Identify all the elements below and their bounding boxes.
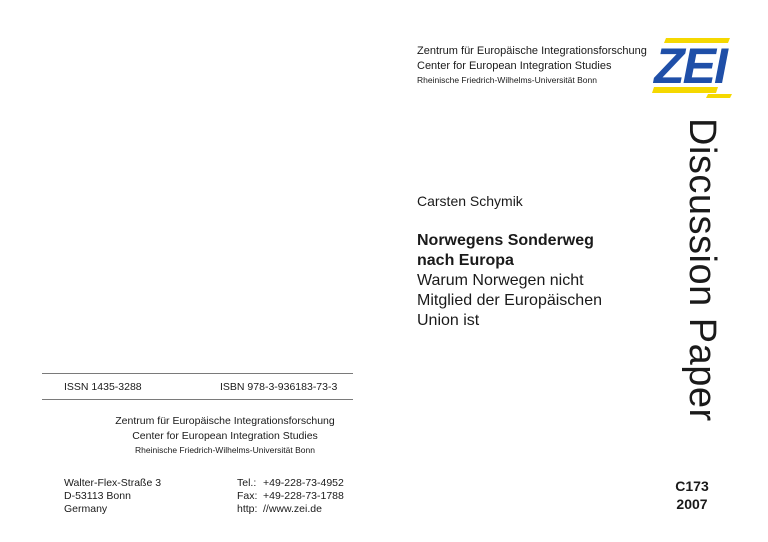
paper-number-block [667,477,717,513]
isbn: ISBN 978-3-936183-73-3 [220,381,338,393]
subtitle-line3: Union ist [417,312,480,329]
back-institute-name-en: Center for European Integration Studies [132,430,318,442]
paper-year: 2007 [676,496,708,512]
divider-bottom [42,399,353,400]
phone-label: Tel.: [237,477,257,489]
postal-address [64,477,161,516]
web-label: http: [237,503,258,515]
contact-phone [237,477,344,490]
logo-text: ZEI [654,38,726,94]
divider-top [42,373,353,374]
issn: ISSN 1435-3288 [64,381,142,393]
back-university-name: Rheinische Friedrich-Wilhelms-Universität Bonn [135,445,315,455]
zei-logo [644,32,734,98]
back-institute [0,414,450,456]
web-value: //www.zei.de [263,503,322,515]
paper-title [417,231,647,331]
title-main-line1: Norwegens Sonderweg [417,232,594,249]
title-main-line2: nach Europa [417,252,514,269]
back-institute-name-de: Zentrum für Europäische Integrationsforschung [115,415,335,427]
paper-number: C173 [675,478,709,494]
institute-name-en: Center for European Integration Studies [417,60,612,72]
contact-web [237,503,344,516]
institute-header [417,44,647,86]
address-country: Germany [64,503,108,515]
fax-value: +49-228-73-1788 [263,490,344,502]
contact-fax [237,490,344,503]
university-name: Rheinische Friedrich-Wilhelms-Universität Bonn [417,75,597,85]
institute-name-de: Zentrum für Europäische Integrationsforschung [417,45,647,57]
address-city: D-53113 Bonn [64,490,131,502]
subtitle-line2: Mitglied der Europäischen [417,292,602,309]
subtitle-line1: Warum Norwegen nicht [417,272,584,289]
series-label: Discussion Paper [681,118,723,422]
author-name: Carsten Schymik [417,193,523,209]
address-street: Walter-Flex-Straße 3 [64,477,162,489]
phone-value: +49-228-73-4952 [263,477,344,489]
logo-accent-bar [706,94,732,98]
contact-info [237,477,344,516]
fax-label: Fax: [237,490,258,502]
